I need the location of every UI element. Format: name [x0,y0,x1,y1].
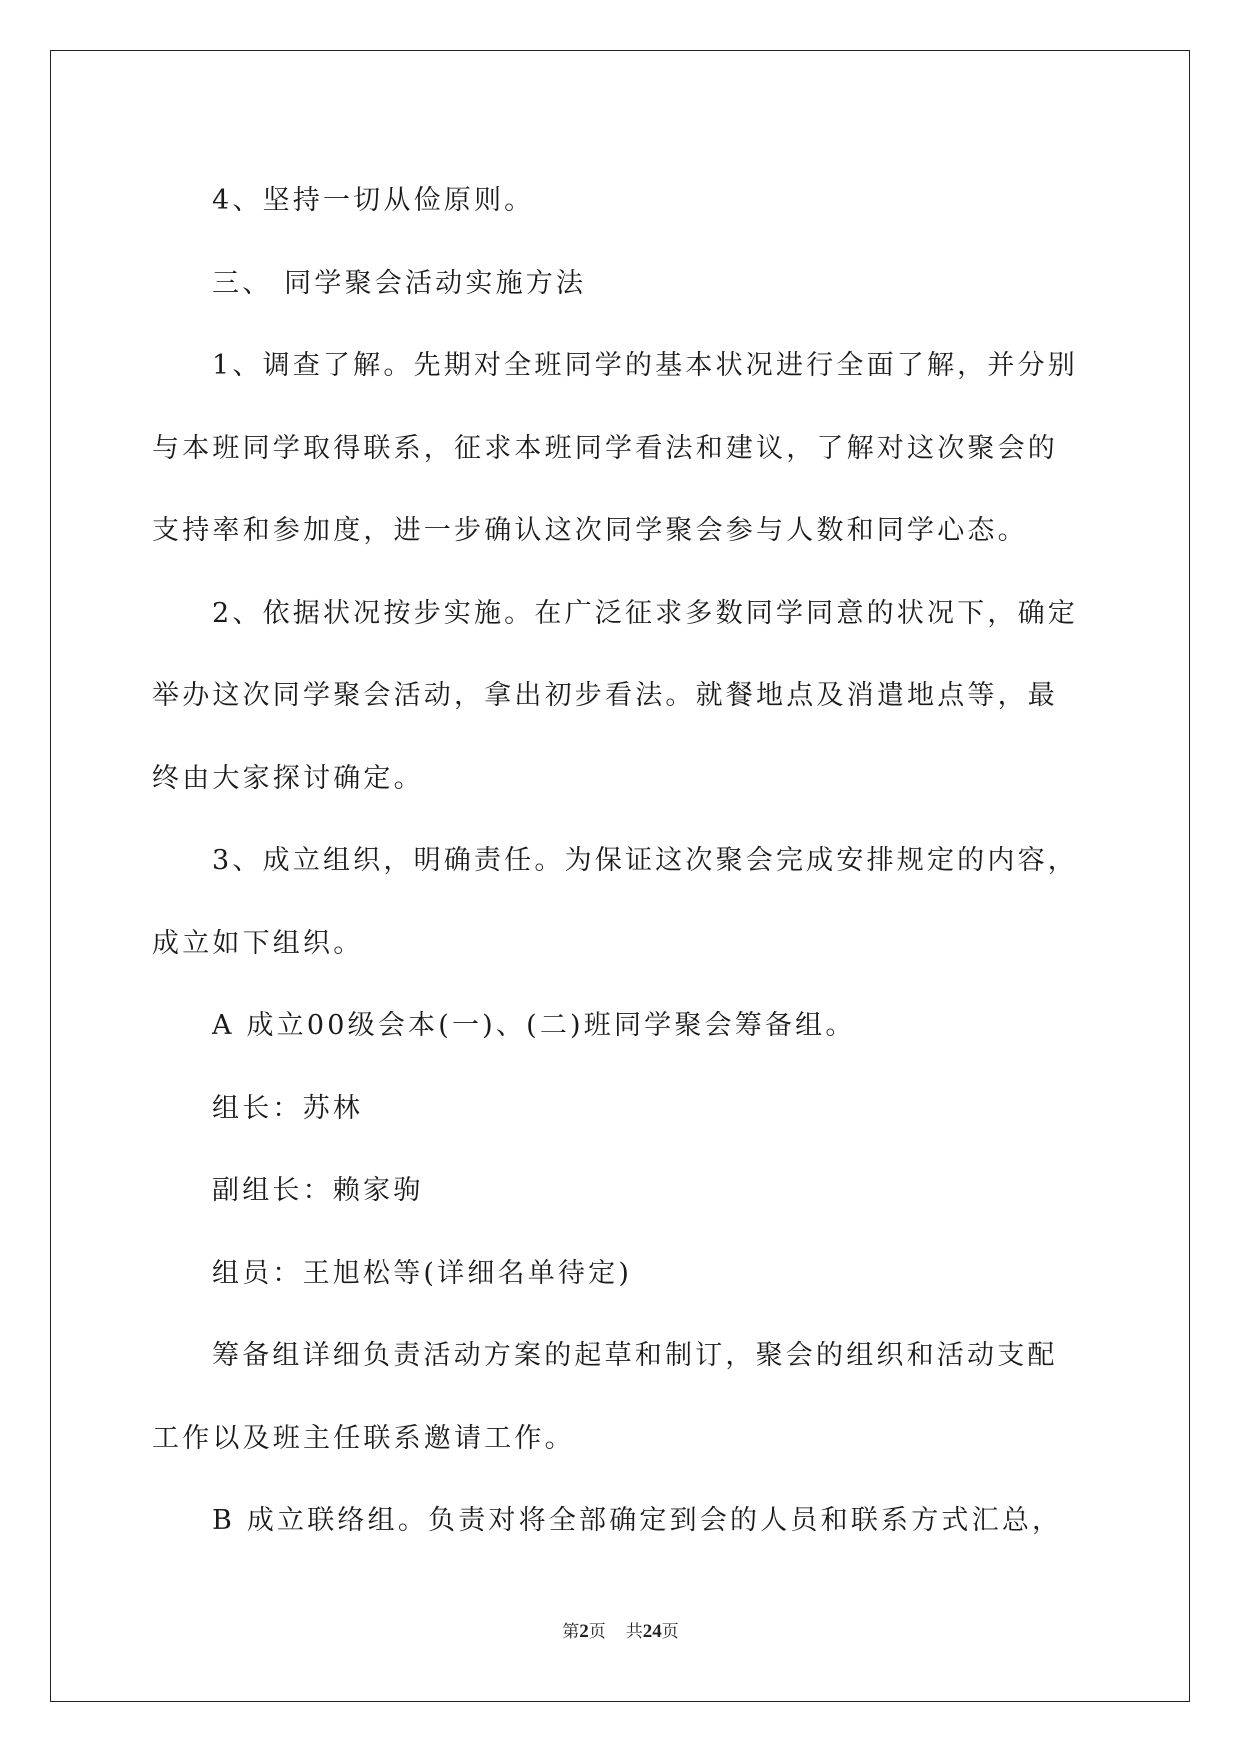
paragraph-line: 2、依据状况按步实施。在广泛征求多数同学同意的状况下，确定 [212,597,1078,629]
paragraph-line: A 成立00级会本(一)、(二)班同学聚会筹备组。 [212,1010,856,1041]
paragraph-line: 与本班同学取得联系，征求本班同学看法和建议，了解对这次聚会的 [152,432,1058,464]
paragraph-line: 成立如下组织。 [152,927,364,959]
paragraph-line: 终由大家探讨确定。 [152,762,424,794]
total-page-count: 24 [642,1621,662,1642]
paragraph-line: B 成立联络组。负责对将全部确定到会的人员和联系方式汇总， [212,1505,1063,1536]
paragraph-line: 工作以及班主任联系邀请工作。 [152,1422,575,1454]
paragraph-line: 组员：王旭松等(详细名单待定) [212,1257,633,1289]
paragraph-line: 组长：苏林 [212,1092,363,1124]
paragraph-line: 副组长：赖家驹 [212,1175,424,1206]
paragraph-line: 1、调查了解。先期对全班同学的基本状况进行全面了解，并分别 [212,350,1078,381]
paragraph-line: 4、坚持一切从俭原则。 [212,185,535,216]
footer-total-suffix: 页 [661,1622,679,1641]
section-heading: 三、 同学聚会活动实施方法 [212,267,587,299]
footer-total-prefix: 共 [625,1622,643,1641]
paragraph-line: 支持率和参加度，进一步确认这次同学聚会参与人数和同学心态。 [152,515,1028,546]
paragraph-line: 举办这次同学聚会活动，拿出初步看法。就餐地点及消遣地点等，最 [152,680,1058,711]
paragraph-line: 筹备组详细负责活动方案的起草和制订，聚会的组织和活动支配 [212,1340,1058,1371]
footer-page-suffix: 页 [588,1622,606,1641]
document-body [152,160,1092,1563]
page-footer [0,1617,1241,1643]
paragraph-line: 3、成立组织，明确责任。为保证这次聚会完成安排规定的内容， [212,845,1078,876]
current-page-number: 2 [579,1621,589,1642]
footer-prefix: 第 [562,1622,580,1641]
